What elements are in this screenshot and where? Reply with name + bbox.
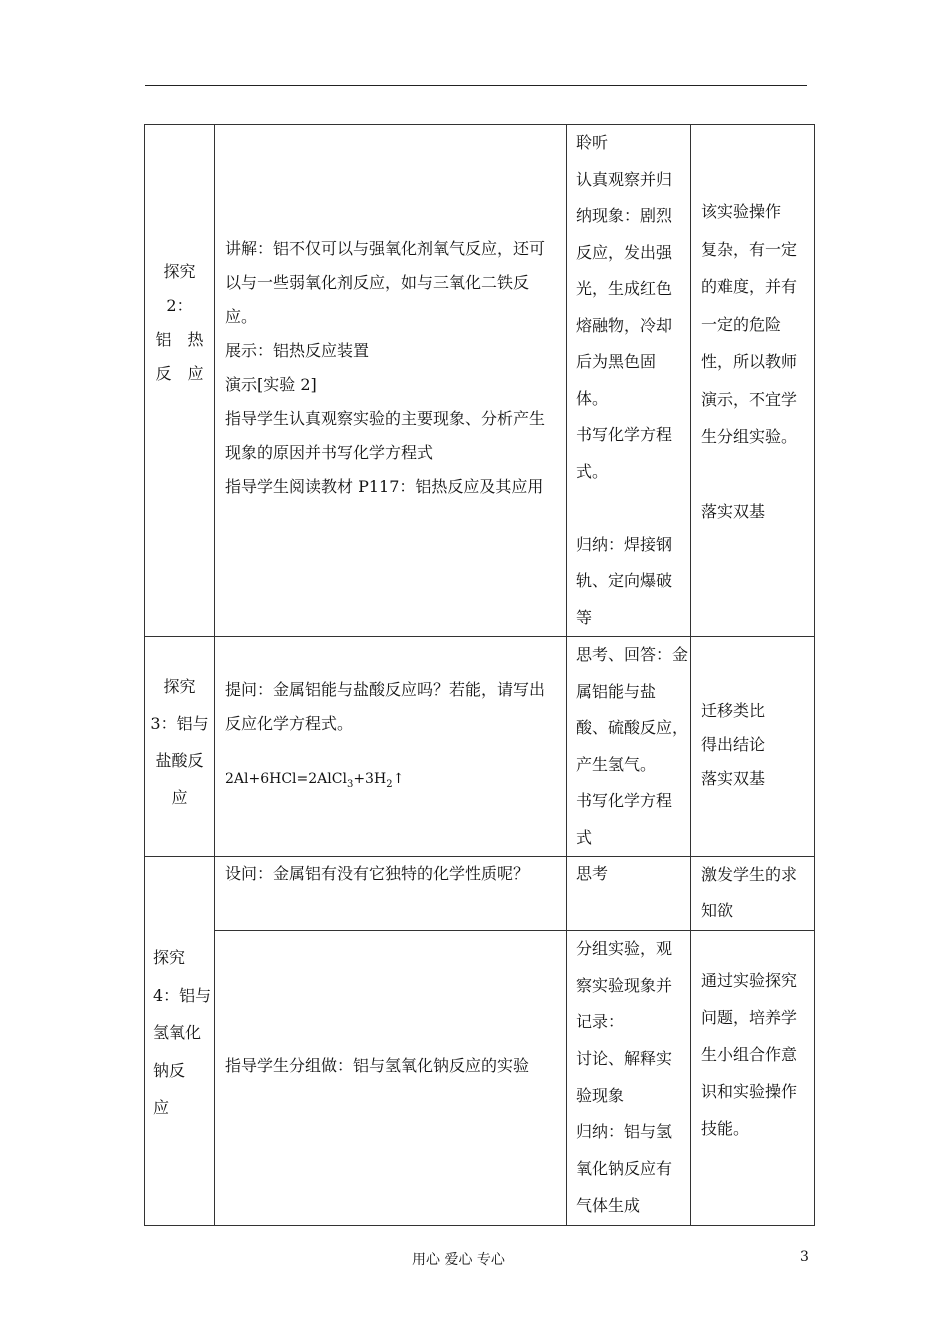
text-line xyxy=(576,490,690,527)
teacher-activity-cell xyxy=(215,857,567,931)
student-activity-text: 思考 xyxy=(576,864,609,883)
text-line: 指导学生阅读教材 P117：铝热反应及其应用 xyxy=(225,477,544,496)
text-line: 应 xyxy=(171,788,188,807)
design-intent-cell xyxy=(691,931,815,1226)
row-sodium-hydroxide-b xyxy=(145,931,815,1226)
text-line: 体。 xyxy=(576,388,609,408)
design-intent-text xyxy=(691,125,814,531)
stage-text xyxy=(145,857,214,1127)
text-line: 落实双基 xyxy=(701,502,766,521)
footer-motto: 用心 爱心 专心 xyxy=(412,1252,505,1268)
student-activity-text xyxy=(567,931,690,1225)
text-line: 后为黑色固 xyxy=(576,352,657,371)
text-line: 探究 xyxy=(163,262,196,281)
text-line: 讨论、解释实 xyxy=(576,1049,673,1069)
page-number: 3 xyxy=(800,1249,809,1265)
row-hydrochloric-acid xyxy=(145,637,815,857)
lesson-plan-table xyxy=(144,124,815,1226)
text-line: 2： xyxy=(166,296,193,315)
text-line: 属铝能与盐 xyxy=(576,681,657,701)
text-line: 氢氧化 xyxy=(153,1023,202,1042)
text-line: 聆听 xyxy=(576,133,609,152)
text-line: 知欲 xyxy=(701,901,734,920)
text-line: 迁移类比 xyxy=(701,701,766,720)
text-line: 的难度，并有 xyxy=(701,277,798,296)
text-line: 讲解：铝不仅可以与强氧化剂氧气反应，还可 xyxy=(225,239,546,258)
equation-sub-2: 2 xyxy=(386,778,393,790)
text-line: 应 xyxy=(153,1098,170,1117)
teacher-activity-cell xyxy=(215,931,567,1226)
text-line: 验现象 xyxy=(576,1085,625,1105)
equation-lhs: 2Al+6HCl=2AlCl xyxy=(225,771,347,787)
text-line: 铝 热 xyxy=(155,330,204,349)
design-intent-text xyxy=(691,857,814,929)
student-activity-text xyxy=(567,637,690,856)
stage-cell xyxy=(145,857,215,1226)
text-line: 激发学生的求 xyxy=(701,865,798,884)
text-line: 记录： xyxy=(576,1012,625,1032)
text-line: 察实验现象并 xyxy=(576,975,673,995)
chemical-equation xyxy=(215,741,566,790)
text-line: 通过实验探究 xyxy=(701,971,798,990)
student-activity-cell xyxy=(567,857,691,931)
text-line: 应。 xyxy=(225,307,258,326)
text-line: 归纳：焊接钢 xyxy=(576,534,673,554)
teacher-activity-text: 指导学生分组做：铝与氢氧化钠反应的实验 xyxy=(225,1056,530,1075)
text-line: 落实双基 xyxy=(701,769,766,788)
text-line: 气体生成 xyxy=(576,1195,641,1215)
text-line: 以与一些弱氧化剂反应，如与三氧化二铁反 xyxy=(225,273,530,292)
text-line: 提问：金属铝能与盐酸反应吗？若能，请写出 xyxy=(225,680,546,699)
text-line: 该实验操作 xyxy=(701,202,782,221)
equation-mid: +3H xyxy=(353,771,387,787)
text-line: 盐酸反 xyxy=(155,751,204,770)
text-line: 酸、硫酸反应， xyxy=(576,718,689,737)
equation-sub-3: 3 xyxy=(346,778,354,790)
text-line: 一定的危险 xyxy=(701,314,782,334)
text-line: 复杂，有一定 xyxy=(701,239,798,259)
text-line: 归纳：铝与氢 xyxy=(576,1122,673,1142)
text-line: 性，所以教师 xyxy=(701,352,798,371)
student-activity-cell xyxy=(567,125,691,637)
teacher-activity-text xyxy=(215,125,566,504)
text-line: 展示：铝热反应装置 xyxy=(225,341,370,360)
text-line: 指导学生认真观察实验的主要现象、分析产生 xyxy=(225,409,546,428)
text-line: 分组实验，观 xyxy=(576,939,673,958)
text-line: 熔融物，冷却 xyxy=(576,315,673,335)
text-line: 纳现象：剧烈 xyxy=(576,206,673,225)
text-line: 问题，培养学 xyxy=(701,1008,798,1027)
text-line: 3：铝与 xyxy=(150,714,209,733)
stage-text xyxy=(145,637,214,816)
text-line: 技能。 xyxy=(701,1119,750,1138)
teacher-activity-cell xyxy=(215,637,567,857)
text-line: 得出结论 xyxy=(701,735,766,754)
teacher-activity-text xyxy=(215,637,566,741)
stage-cell xyxy=(145,637,215,857)
stage-text xyxy=(145,125,214,391)
text-line: 现象的原因并书写化学方程式 xyxy=(225,443,434,462)
teacher-activity-text: 设问：金属铝有没有它独特的化学性质呢？ xyxy=(225,864,530,883)
text-line xyxy=(701,456,814,494)
design-intent-cell xyxy=(691,125,815,637)
student-activity-cell xyxy=(567,637,691,857)
text-line: 4：铝与 xyxy=(153,985,212,1005)
text-line: 探究 xyxy=(163,677,196,696)
text-line: 式。 xyxy=(576,461,609,481)
design-intent-text xyxy=(691,637,814,796)
text-line: 生分组实验。 xyxy=(701,427,798,446)
header-rule xyxy=(145,85,807,86)
text-line: 书写化学方程 xyxy=(576,791,673,810)
text-line: 演示[实验 2] xyxy=(225,375,317,394)
text-line: 钠反 xyxy=(153,1060,186,1080)
design-intent-cell xyxy=(691,857,815,931)
student-activity-text xyxy=(567,125,690,636)
text-line: 轨、定向爆破 xyxy=(576,571,673,590)
student-activity-cell xyxy=(567,931,691,1226)
stage-cell xyxy=(145,125,215,637)
text-line: 反应化学方程式。 xyxy=(225,714,354,733)
text-line: 反 应 xyxy=(155,364,204,383)
text-line: 思考、回答：金 xyxy=(576,645,689,664)
text-line: 认真观察并归 xyxy=(576,169,673,189)
design-intent-text xyxy=(691,931,814,1147)
text-line: 氧化钠反应有 xyxy=(576,1159,673,1179)
text-line: 式 xyxy=(576,827,593,847)
text-line: 光，生成红色 xyxy=(576,279,673,298)
row-sodium-hydroxide-a xyxy=(145,857,815,931)
text-line: 演示，不宜学 xyxy=(701,389,798,409)
design-intent-cell xyxy=(691,637,815,857)
text-line: 探究 xyxy=(153,948,186,967)
text-line: 生小组合作意 xyxy=(701,1045,798,1064)
text-line: 书写化学方程 xyxy=(576,425,673,444)
text-line: 产生氢气。 xyxy=(576,754,657,774)
text-line: 反应，发出强 xyxy=(576,242,673,262)
gas-arrow-icon: ↑ xyxy=(392,771,405,787)
text-line: 识和实验操作 xyxy=(701,1082,798,1101)
text-line: 等 xyxy=(576,607,593,627)
row-thermite xyxy=(145,125,815,637)
teacher-activity-cell xyxy=(215,125,567,637)
